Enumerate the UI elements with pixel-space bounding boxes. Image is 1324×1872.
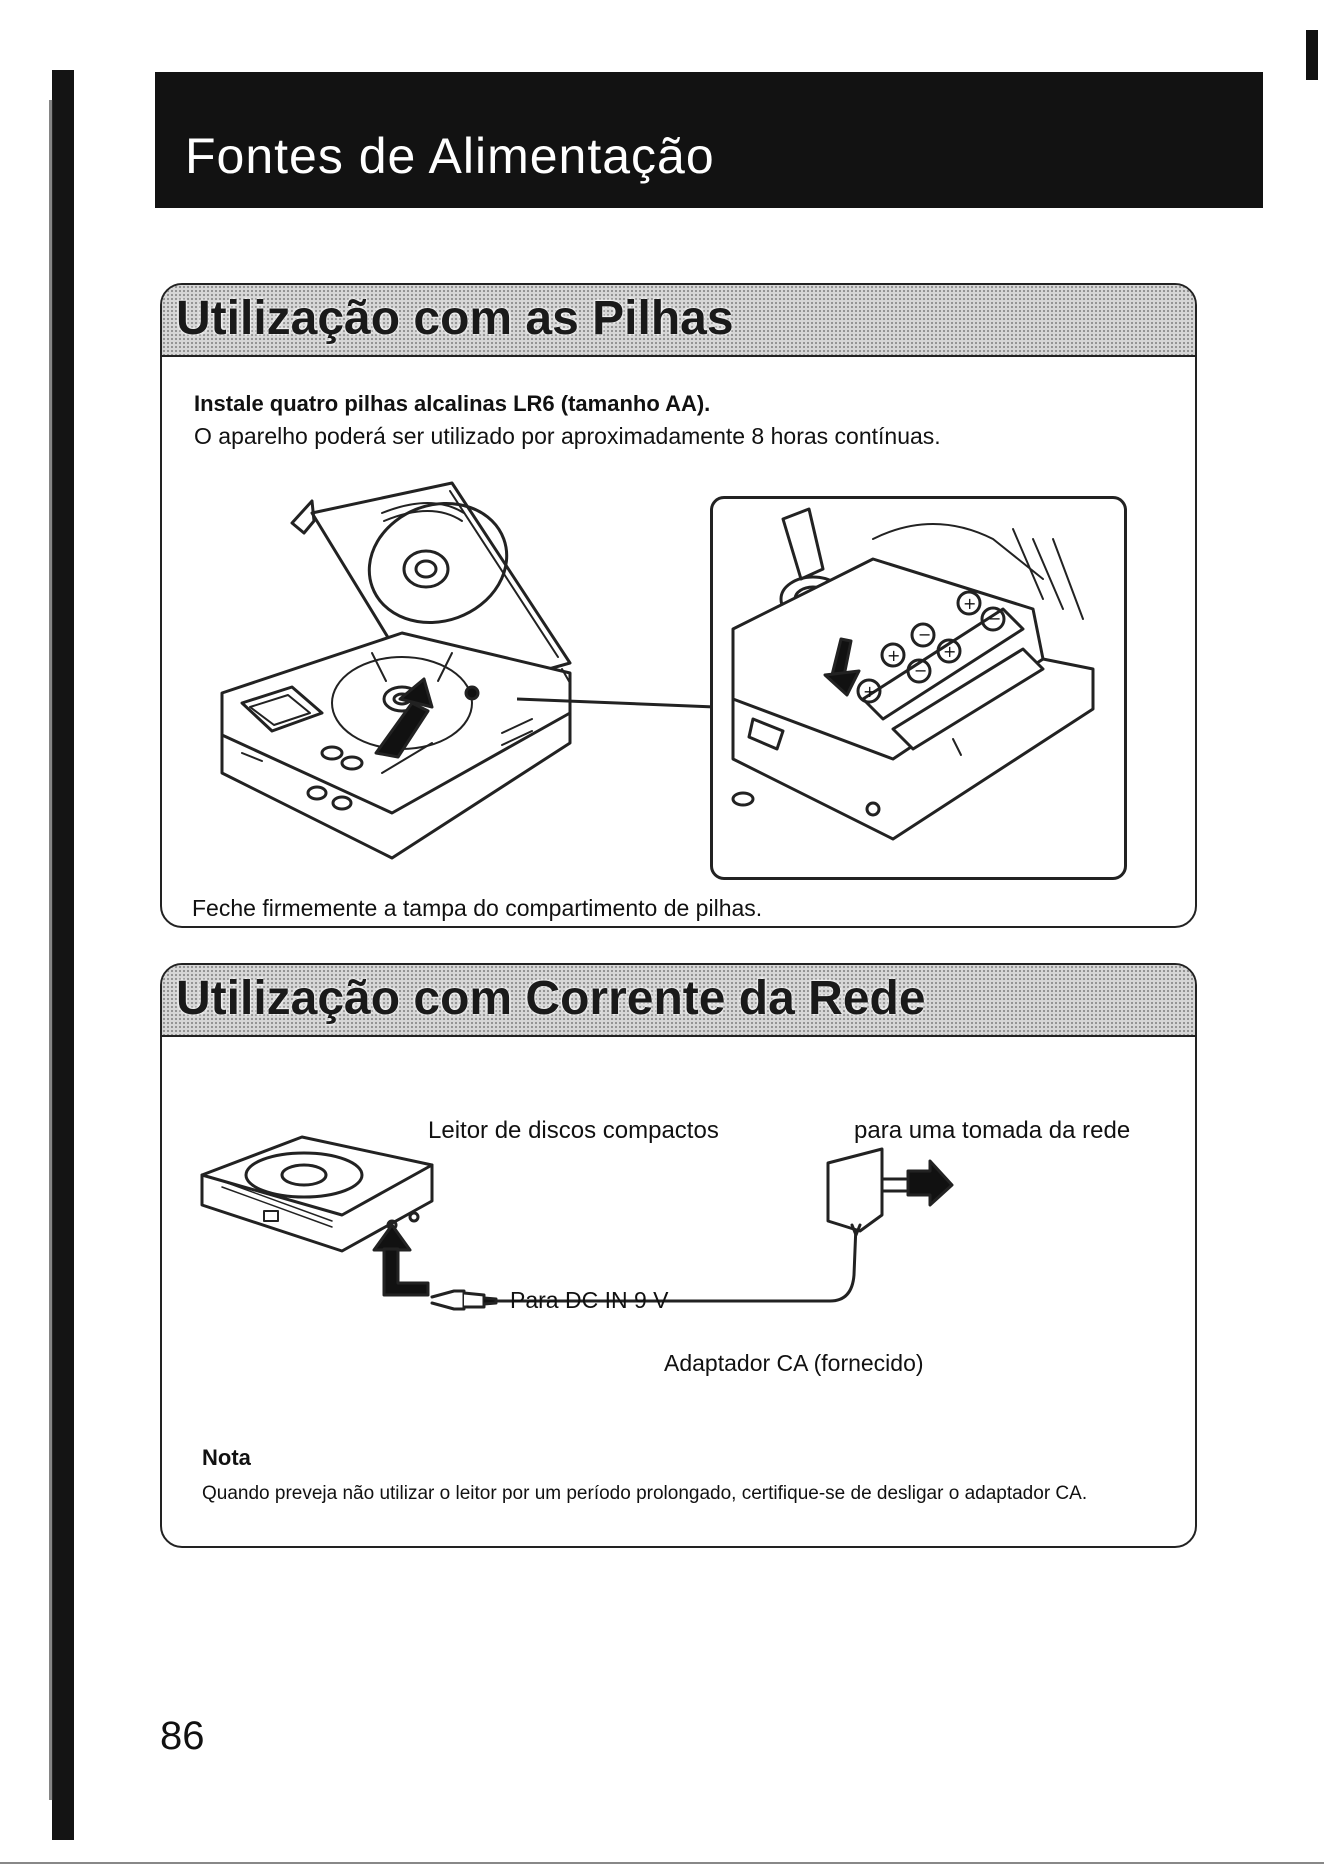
page-number: 86	[160, 1714, 205, 1758]
battery-compartment-detail	[710, 496, 1127, 880]
svg-text:+: +	[943, 642, 957, 661]
battery-closing-text: Feche firmemente a tampa do compartimento de pilhas.	[192, 895, 763, 921]
ac-section	[160, 963, 1197, 1548]
ac-adapter-illustration	[192, 1125, 1192, 1365]
page-title-bar	[155, 72, 1263, 208]
svg-text:−: −	[914, 661, 928, 680]
battery-section	[160, 283, 1197, 928]
note-text: Quando preveja não utilizar o leitor por um período prolongado, certifique-se de desligar o adaptador CA.	[202, 1483, 1088, 1504]
page-edge-tab	[1306, 30, 1318, 80]
cd-player-open-illustration	[202, 473, 622, 883]
label-cd-player: Leitor de discos compactos	[428, 1117, 719, 1144]
svg-text:−: −	[988, 609, 1002, 628]
svg-text:−: −	[918, 625, 932, 644]
page-spine-shadow	[52, 70, 74, 1840]
ac-section-heading: Utilização com Corrente da Rede	[176, 972, 926, 1025]
svg-text:+: +	[963, 594, 977, 613]
battery-section-heading: Utilização com as Pilhas	[176, 292, 734, 345]
note-title: Nota	[202, 1445, 251, 1470]
label-wall-outlet: para uma tomada da rede	[854, 1117, 1131, 1144]
label-dc-in: Para DC IN 9 V	[510, 1287, 669, 1313]
page-title: Fontes de Alimentação	[185, 128, 715, 184]
detail-connector-line	[517, 685, 717, 725]
battery-section-header	[162, 285, 1195, 357]
battery-instruction-text: O aparelho poderá ser utilizado por aproximadamente 8 horas contínuas.	[194, 423, 941, 449]
page-spine-edge	[49, 100, 53, 1800]
svg-text:+: +	[887, 646, 901, 665]
battery-instruction-bold: Instale quatro pilhas alcalinas LR6 (tamanho AA).	[194, 391, 711, 416]
svg-text:+: +	[863, 682, 877, 701]
page-bottom-edge	[0, 1862, 1324, 1864]
ac-section-header	[162, 965, 1195, 1037]
label-ac-adapter: Adaptador CA (fornecido)	[664, 1350, 924, 1376]
